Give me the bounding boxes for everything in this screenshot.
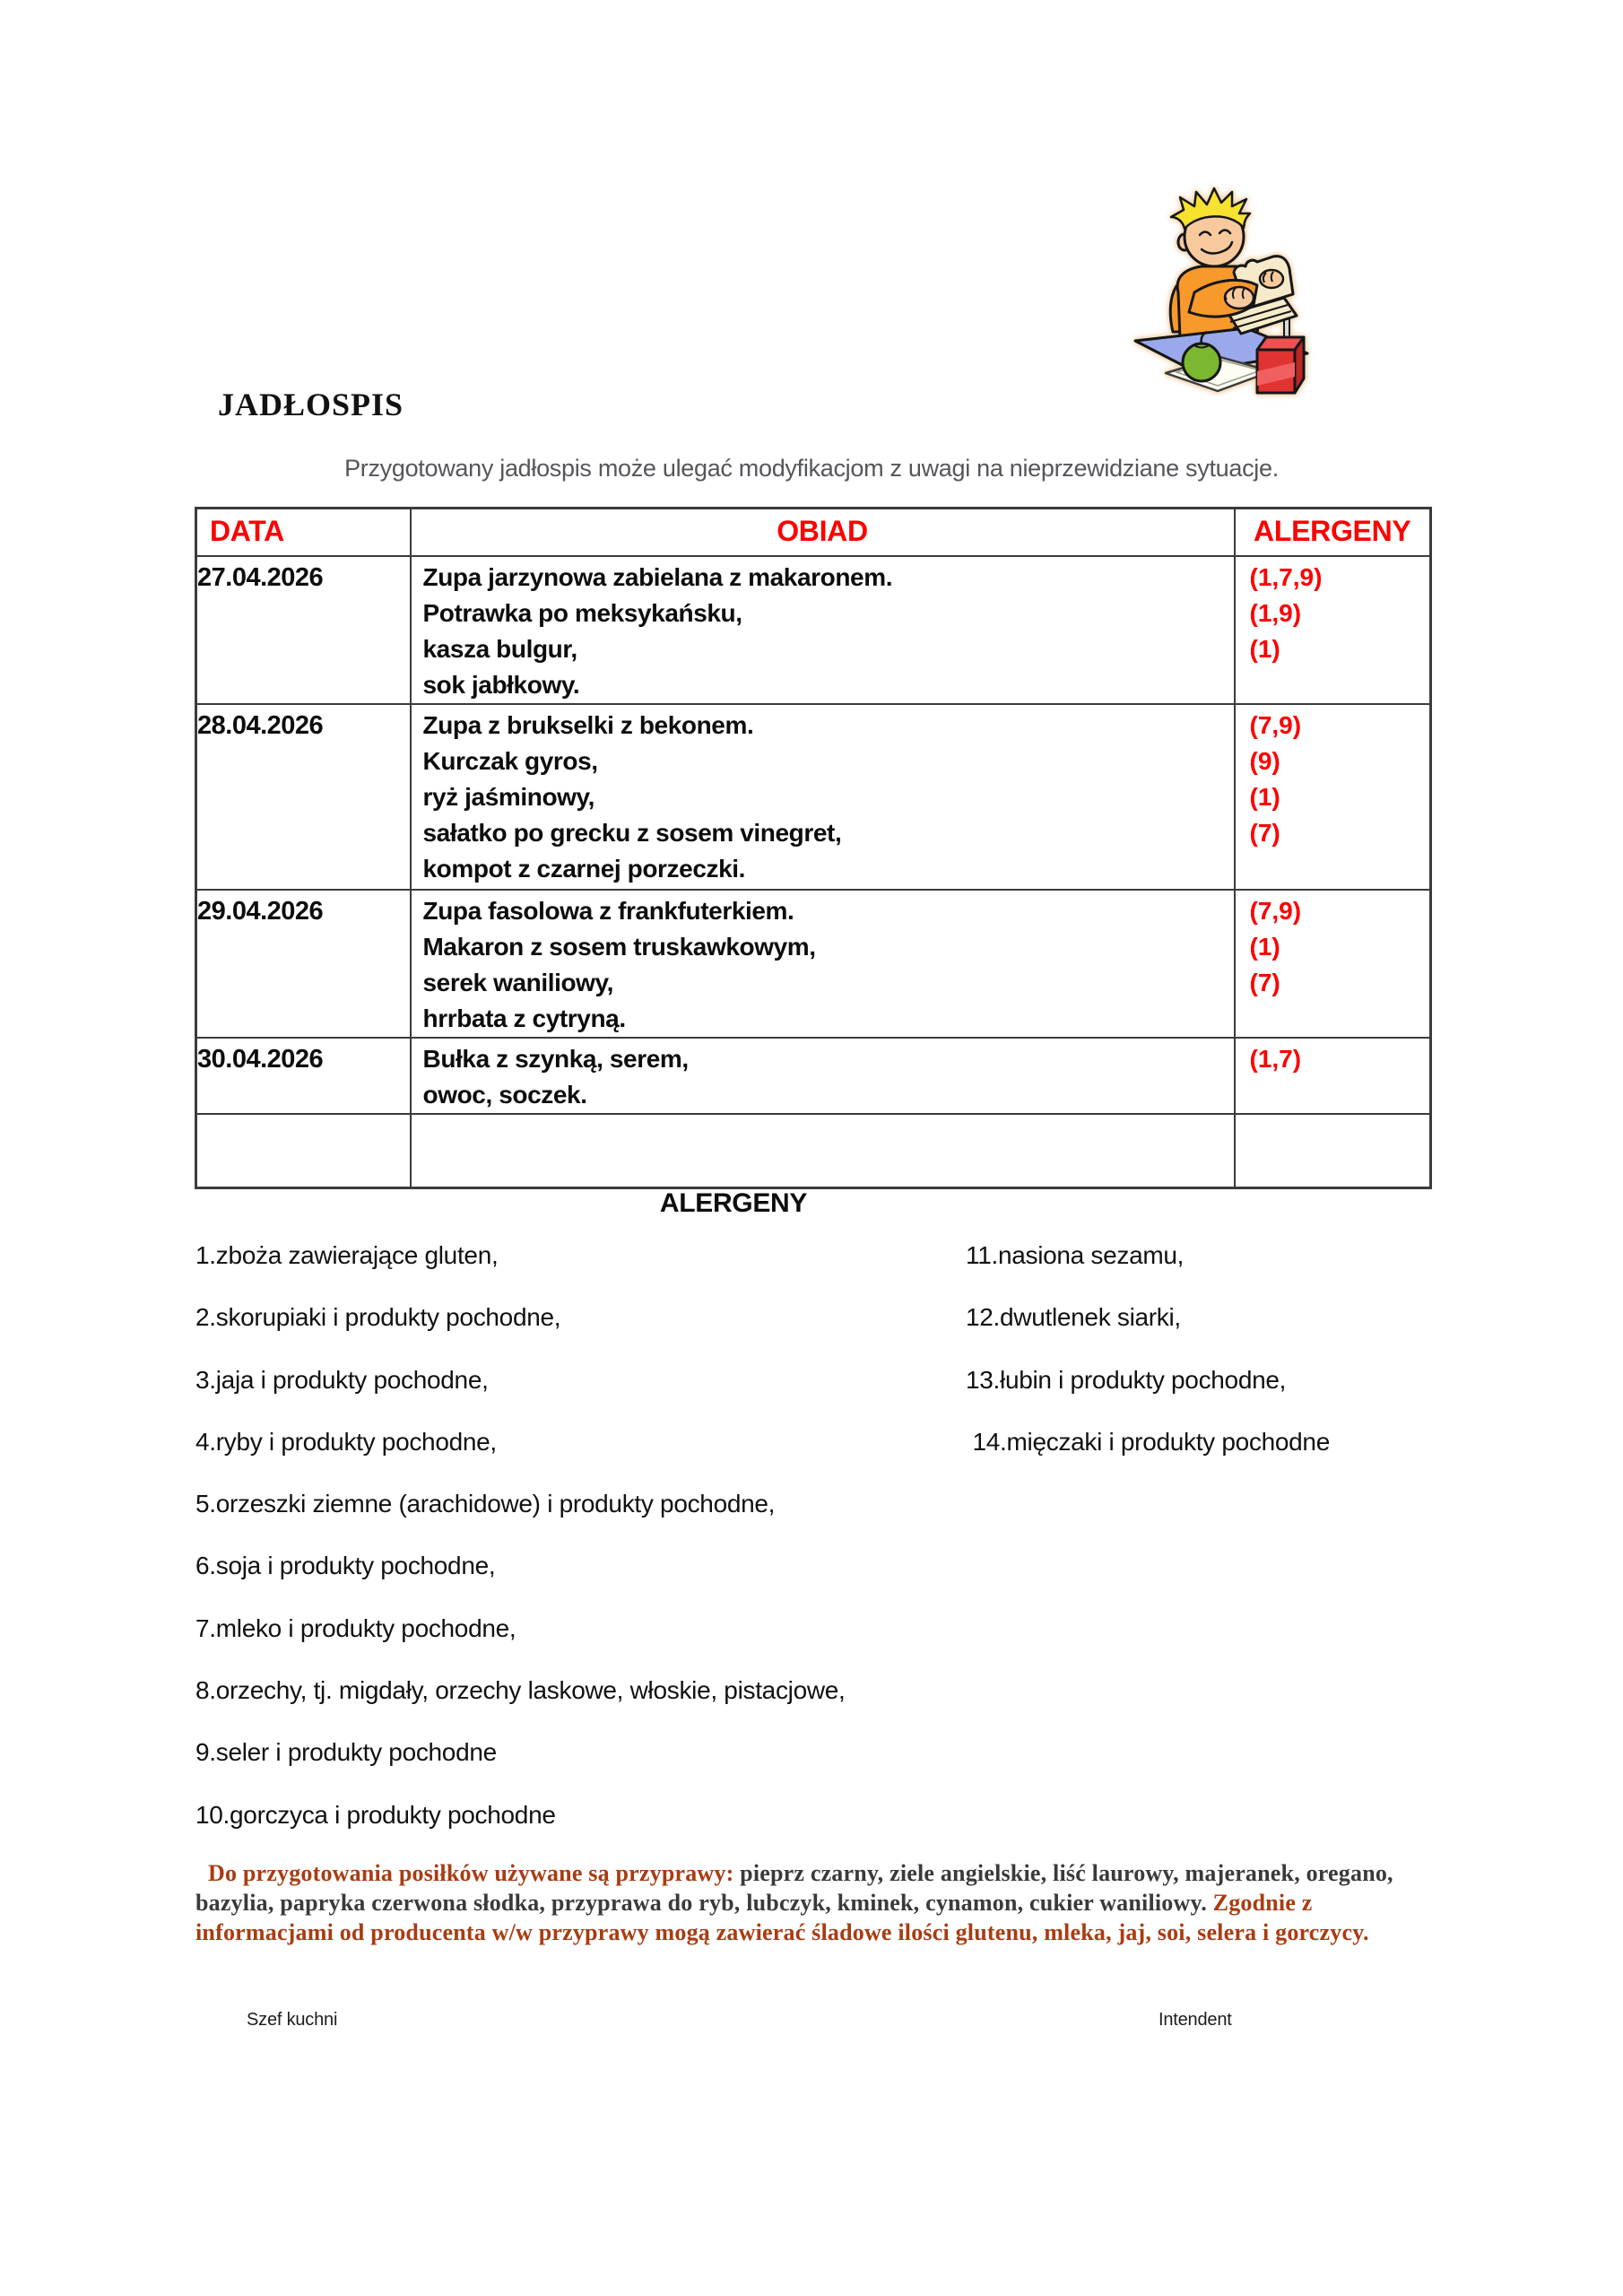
meal-line: kompot z czarnej porzeczki.: [422, 854, 746, 883]
allergen-codes: (1,9): [1249, 598, 1302, 627]
cell-allergens: [1235, 556, 1431, 704]
cell-allergens: [1235, 704, 1431, 890]
allergens-section-heading: ALERGENY: [659, 1188, 808, 1218]
allergen-list-item: 2.skorupiaki i produkty pochodne,: [195, 1303, 561, 1332]
meal-line: Zupa fasolowa z frankfuterkiem.: [422, 896, 794, 925]
allergen-list-item: 5.orzeszki ziemne (arachidowe) i produkty pochodne,: [195, 1490, 776, 1518]
allergen-codes: (1,7): [1249, 1044, 1302, 1073]
cell-date: [196, 1114, 411, 1188]
table-header-row: [196, 509, 1431, 556]
meal-line: sałatko po grecku z sosem vinegret,: [422, 818, 842, 847]
meal-line: kasza bulgur,: [422, 634, 577, 663]
allergen-list-item: 3.jaja i produkty pochodne,: [195, 1365, 489, 1394]
allergen-codes: (7,9): [1249, 896, 1302, 925]
meal-line: serek waniliowy,: [422, 968, 614, 996]
allergen-codes: (7): [1249, 968, 1280, 996]
meal-line: Zupa z brukselki z bekonem.: [422, 710, 754, 739]
column-header-data: DATA: [196, 509, 411, 556]
table-row: [196, 1038, 1431, 1114]
signature-intendent: Intendent: [1159, 2010, 1232, 2030]
allergen-codes: (1): [1249, 634, 1280, 663]
cell-allergens: [1235, 1114, 1431, 1188]
allergen-list-item: 4.ryby i produkty pochodne,: [195, 1427, 497, 1456]
table-row: [196, 704, 1431, 890]
spices-note-list: pieprz czarny, ziele angielskie, liść laurowy, majeranek, oregano, bazylia, papryka czerwona słodka, przyprawa do ryb, lubczyk, kminek, cynamon, cukier waniliowy.: [195, 1860, 1393, 1916]
cell-dinner: [411, 890, 1235, 1038]
meal-line: hrrbata z cytryną.: [422, 1004, 626, 1032]
allergen-list-item: 7.mleko i produkty pochodne,: [195, 1613, 516, 1642]
spices-note-warning: Zgodnie z informacjami od producenta w/w przyprawy mogą zawierać śladowe ilości glutenu, mleka, jaj, soi, selera i gorczycy.: [195, 1890, 1369, 1945]
spices-note: [195, 1858, 1444, 1947]
meal-line: Bułka z szynką, serem,: [422, 1044, 689, 1073]
meal-line: owoc, soczek.: [422, 1080, 587, 1109]
signature-chef: Szef kuchni: [247, 2010, 338, 2030]
table-row: [196, 1114, 1431, 1188]
table-row: [196, 556, 1431, 704]
cell-date: 27.04.2026: [196, 556, 411, 704]
cell-dinner: [411, 704, 1235, 890]
allergen-codes: (1): [1249, 782, 1280, 811]
allergens-list-right: [966, 1241, 1330, 1490]
meal-line: ryż jaśminowy,: [422, 782, 595, 811]
menu-table: [195, 507, 1432, 1189]
cell-date: 28.04.2026: [196, 704, 411, 890]
cell-dinner: [411, 1038, 1235, 1114]
column-header-obiad: OBIAD: [411, 509, 1235, 556]
spices-note-lead: Do przygotowania posiłków używane są przyprawy:: [208, 1860, 734, 1886]
cell-date: 30.04.2026: [196, 1038, 411, 1114]
cell-dinner: [411, 556, 1235, 704]
allergen-list-item: 6.soja i produkty pochodne,: [195, 1552, 496, 1580]
allergen-codes: (1,7,9): [1249, 562, 1323, 591]
allergens-list-left: [195, 1241, 846, 1863]
meal-line: Makaron z sosem truskawkowym,: [422, 932, 816, 961]
meal-line: sok jabłkowy.: [422, 670, 580, 699]
meal-line: Potrawka po meksykańsku,: [422, 598, 742, 627]
allergen-list-item: 9.seler i produkty pochodne: [195, 1738, 497, 1767]
boy-eating-sandwich-clipart: [1132, 187, 1311, 409]
allergen-list-item: 11.nasiona sezamu,: [966, 1241, 1185, 1269]
page-title: JADŁOSPIS: [218, 387, 404, 422]
allergen-list-item: 13.łubin i produkty pochodne,: [966, 1365, 1287, 1394]
cell-allergens: [1235, 890, 1431, 1038]
table-row: [196, 890, 1431, 1038]
allergen-list-item: 1.zboża zawierające gluten,: [195, 1241, 499, 1269]
column-header-alergeny: ALERGENY: [1235, 509, 1431, 556]
meal-line: Kurczak gyros,: [422, 746, 598, 775]
allergen-codes: (7,9): [1249, 710, 1302, 739]
allergen-codes: (9): [1249, 746, 1280, 775]
allergen-list-item: 8.orzechy, tj. migdały, orzechy laskowe, włoskie, pistacjowe,: [195, 1676, 846, 1705]
cell-allergens: [1235, 1038, 1431, 1114]
page-subtitle: Przygotowany jadłospis może ulegać modyfikacjom z uwagi na nieprzewidziane sytuacje.: [344, 455, 1279, 482]
meal-line: Zupa jarzynowa zabielana z makaronem.: [422, 562, 893, 591]
allergen-list-item: 12.dwutlenek siarki,: [966, 1303, 1181, 1332]
allergen-codes: (7): [1249, 818, 1280, 847]
cell-dinner: [411, 1114, 1235, 1188]
cell-date: 29.04.2026: [196, 890, 411, 1038]
allergen-codes: (1): [1249, 932, 1280, 961]
allergen-list-item: 10.gorczyca i produkty pochodne: [195, 1800, 556, 1829]
allergen-list-item: 14.mięczaki i produkty pochodne: [966, 1427, 1330, 1456]
